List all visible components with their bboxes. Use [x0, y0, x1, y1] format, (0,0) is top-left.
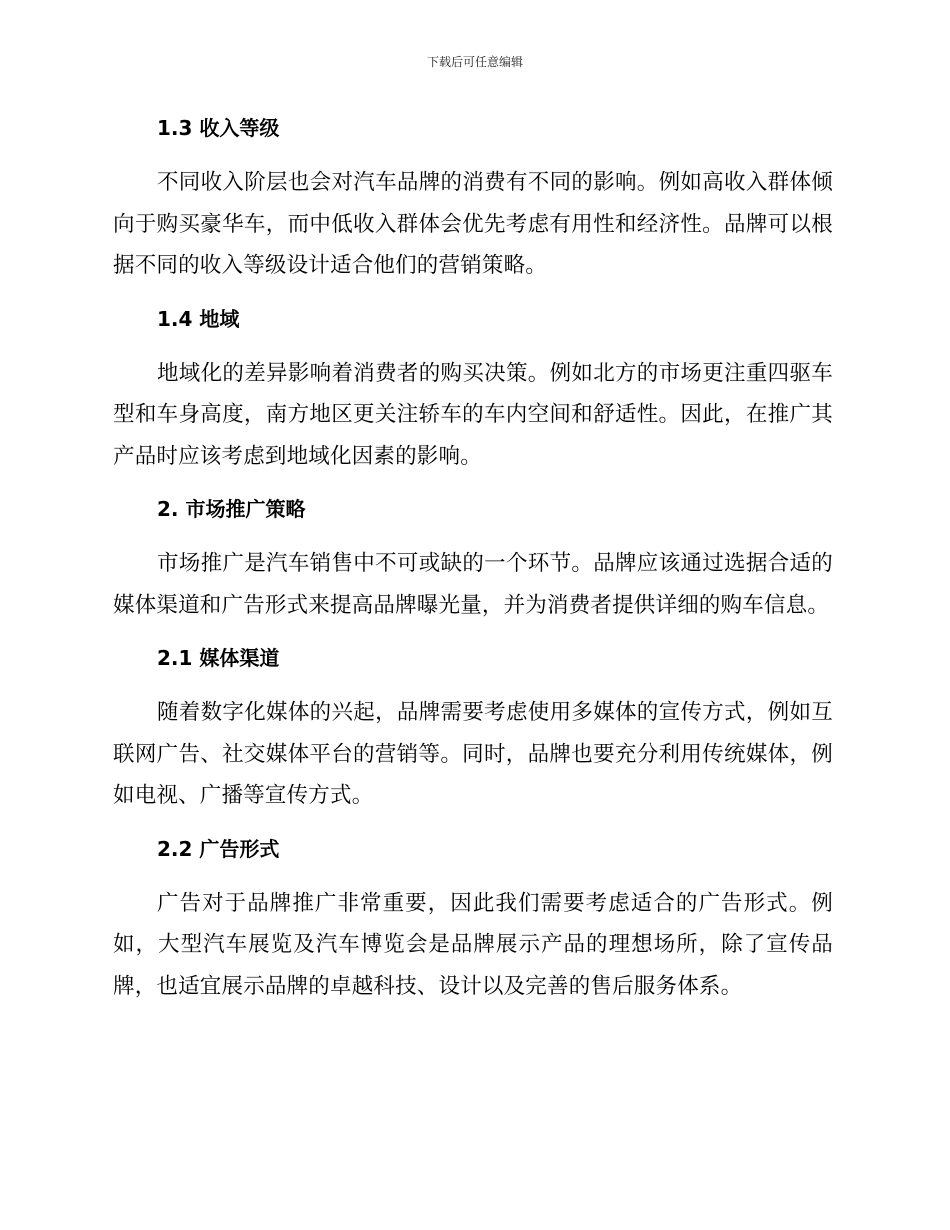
section-marketing-strategy [113, 489, 833, 638]
section-paragraph: 随着数字化媒体的兴起，品牌需要考虑使用多媒体的宣传方式，例如互联网广告、社交媒体平台的营销等。同时，品牌也要充分利用传统媒体，例如电视、广播等宣传方式。 [113, 700, 833, 808]
section-heading: 1.3 收入等级 [157, 116, 280, 140]
section-ad-formats [113, 829, 833, 1008]
section-income-level [113, 108, 833, 299]
document-body [113, 108, 833, 1007]
section-region [113, 299, 833, 490]
section-paragraph: 广告对于品牌推广非常重要，因此我们需要考虑适合的广告形式。例如，大型汽车展览及汽车博览会是品牌展示产品的理想场所，除了宣传品牌，也适宜展示品牌的卓越科技、设计以及完善的售后服务体系。 [113, 890, 833, 999]
section-heading: 2. 市场推广策略 [157, 497, 306, 521]
page-header: 下载后可任意编辑 [426, 55, 523, 69]
section-heading: 2.2 广告形式 [157, 836, 280, 861]
section-paragraph: 不同收入阶层也会对汽车品牌的消费有不同的影响。例如高收入群体倾向于购买豪华车，而中低收入群体会优先考虑有用性和经济性。品牌可以根据不同的收入等级设计适合他们的营销策略。 [113, 170, 833, 278]
section-heading: 1.4 地域 [157, 306, 240, 331]
section-heading: 2.1 媒体渠道 [157, 646, 280, 670]
section-paragraph: 地域化的差异影响着消费者的购买决策。例如北方的市场更注重四驱车型和车身高度，南方地区更关注轿车的车内空间和舒适性。因此，在推广其产品时应该考虑到地域化因素的影响。 [113, 360, 833, 469]
section-media-channels [113, 638, 833, 829]
section-paragraph: 市场推广是汽车销售中不可或缺的一个环节。品牌应该通过选据合适的媒体渠道和广告形式来提高品牌曝光量，并为消费者提供详细的购车信息。 [113, 551, 833, 618]
